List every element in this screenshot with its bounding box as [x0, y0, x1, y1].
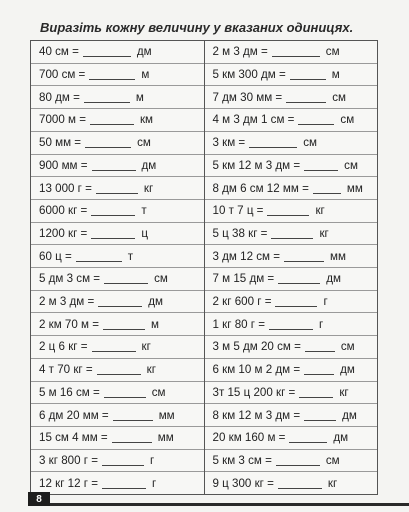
answer-blank[interactable]	[89, 69, 135, 80]
answer-blank[interactable]	[276, 455, 320, 466]
exercise-table	[30, 40, 378, 495]
answer-blank[interactable]	[113, 410, 153, 421]
answer-blank[interactable]	[102, 478, 146, 489]
exercise-row: 12 кг 12 г = г	[39, 476, 157, 490]
answer-blank[interactable]	[298, 114, 334, 125]
exercise-row: 3 м 5 дм 20 см = см	[205, 336, 378, 359]
exercise-row: 6 км 10 м 2 дм = дм	[205, 359, 378, 382]
answer-blank[interactable]	[76, 251, 122, 262]
answer-blank[interactable]	[84, 92, 130, 103]
answer-blank[interactable]	[275, 296, 317, 307]
exercise-row: 8 дм 6 см 12 мм = мм	[205, 177, 378, 200]
instruction-text: Виразіть кожну величину у вказаних одиницях.	[40, 20, 354, 35]
answer-blank[interactable]	[112, 432, 152, 443]
answer-blank[interactable]	[104, 387, 146, 398]
exercise-row: 2 м 3 дм = см	[205, 41, 378, 64]
answer-blank[interactable]	[249, 137, 297, 148]
exercise-row: 3 дм 12 см = мм	[205, 245, 378, 268]
answer-blank[interactable]	[278, 273, 320, 284]
answer-blank[interactable]	[91, 228, 135, 239]
exercise-row: 60 ц = т	[31, 245, 204, 268]
left-column	[31, 41, 205, 494]
exercise-row: 13 000 г = кг	[31, 177, 204, 200]
answer-blank[interactable]	[304, 364, 334, 375]
answer-blank[interactable]	[289, 432, 327, 443]
exercise-row: 6000 кг = т	[31, 200, 204, 223]
exercise-row: 8 км 12 м 3 дм = дм	[205, 404, 378, 427]
answer-blank[interactable]	[313, 183, 341, 194]
answer-blank[interactable]	[90, 114, 134, 125]
answer-blank[interactable]	[104, 273, 148, 284]
answer-blank[interactable]	[96, 183, 138, 194]
exercise-row: 2 м 3 дм = дм	[31, 291, 204, 314]
exercise-row: 3 км = см	[205, 132, 378, 155]
exercise-row: 5 дм 3 см = см	[31, 268, 204, 291]
exercise-row: 5 км 3 см = см	[205, 450, 378, 473]
answer-blank[interactable]	[278, 478, 322, 489]
exercise-row: 3т 15 ц 200 кг = кг	[205, 382, 378, 405]
exercise-row: 3 кг 800 г = г	[31, 450, 204, 473]
exercise-row: 10 т 7 ц = кг	[205, 200, 378, 223]
exercise-row: 9 ц 300 кг = кг	[212, 476, 338, 490]
answer-blank[interactable]	[290, 69, 326, 80]
exercise-row: 5 км 300 дм = м	[205, 64, 378, 87]
page-number: 8	[28, 492, 50, 506]
exercise-row: 5 ц 38 кг = кг	[205, 223, 378, 246]
exercise-row: 2 кг 600 г = г	[205, 291, 378, 314]
exercise-row: 40 см = дм	[31, 41, 204, 64]
exercise-row: 4 м 3 дм 1 см = см	[205, 109, 378, 132]
exercise-row: 5 км 12 м 3 дм = см	[205, 155, 378, 178]
exercise-row: 80 дм = м	[31, 86, 204, 109]
exercise-row: 900 мм = дм	[31, 155, 204, 178]
answer-blank[interactable]	[299, 387, 333, 398]
exercise-row: 7 м 15 дм = дм	[205, 268, 378, 291]
exercise-row: 2 ц 6 кг = кг	[31, 336, 204, 359]
exercise-row: 15 см 4 мм = мм	[31, 427, 204, 450]
answer-blank[interactable]	[284, 251, 324, 262]
answer-blank[interactable]	[271, 228, 313, 239]
answer-blank[interactable]	[304, 410, 336, 421]
exercise-row: 7 дм 30 мм = см	[205, 86, 378, 109]
answer-blank[interactable]	[85, 137, 131, 148]
answer-blank[interactable]	[103, 319, 145, 330]
answer-blank[interactable]	[83, 46, 131, 57]
answer-blank[interactable]	[98, 296, 142, 307]
answer-blank[interactable]	[97, 364, 141, 375]
exercise-row: 1 кг 80 г = г	[205, 313, 378, 336]
exercise-row: 4 т 70 кг = кг	[31, 359, 204, 382]
answer-blank[interactable]	[305, 341, 335, 352]
answer-blank[interactable]	[102, 455, 144, 466]
answer-blank[interactable]	[272, 46, 320, 57]
answer-blank[interactable]	[269, 319, 313, 330]
answer-blank[interactable]	[92, 341, 136, 352]
footer-rule	[50, 503, 409, 506]
exercise-row: 1200 кг = ц	[31, 223, 204, 246]
answer-blank[interactable]	[304, 160, 338, 171]
answer-blank[interactable]	[267, 205, 309, 216]
exercise-row: 2 км 70 м = м	[31, 313, 204, 336]
exercise-row: 5 м 16 см = см	[31, 382, 204, 405]
exercise-row: 7000 м = км	[31, 109, 204, 132]
exercise-row: 700 см = м	[31, 64, 204, 87]
answer-blank[interactable]	[92, 160, 136, 171]
exercise-row: 20 км 160 м = дм	[205, 427, 378, 450]
answer-blank[interactable]	[91, 205, 135, 216]
exercise-row: 50 мм = см	[31, 132, 204, 155]
right-column	[205, 41, 378, 494]
exercise-row: 6 дм 20 мм = мм	[31, 404, 204, 427]
answer-blank[interactable]	[286, 92, 326, 103]
